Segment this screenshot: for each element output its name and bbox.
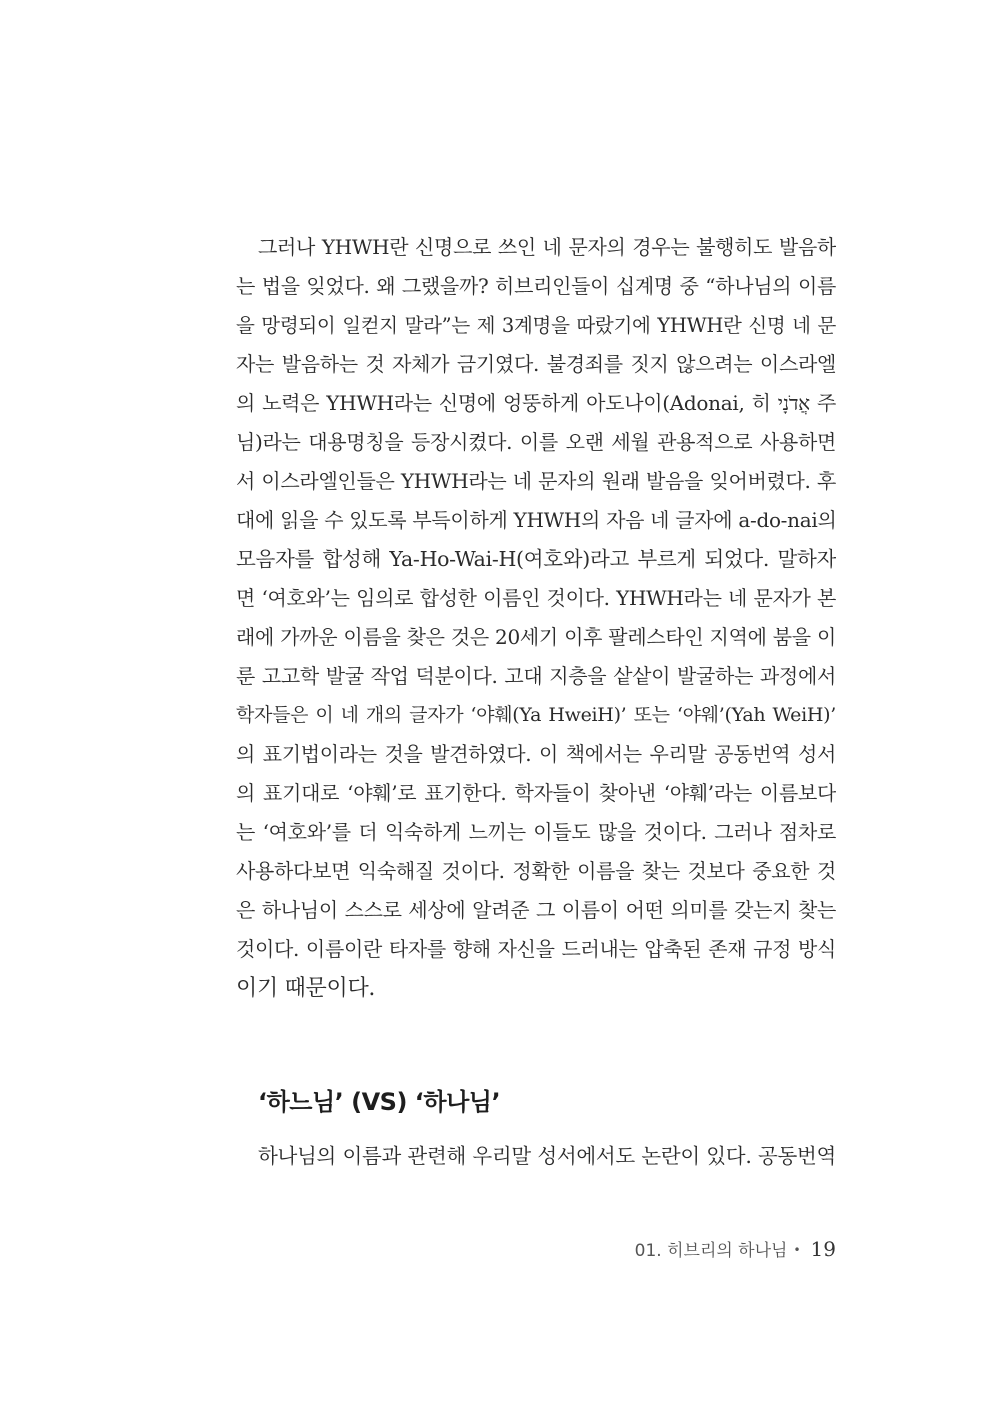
running-footer [635,1236,836,1261]
text-line: 하나님의 이름과 관련해 우리말 성서에서도 논란이 있다. 공동번역 [258,1144,836,1168]
text-line: 의 표기법이라는 것을 발견하였다. 이 책에서는 우리말 공동번역 성서 [236,742,836,766]
footer-separator: • [793,1243,801,1257]
text-line: 자는 발음하는 것 자체가 금기였다. 불경죄를 짓지 않으려는 이스라엘 [236,352,836,376]
text-line: 이기 때문이다. [236,976,376,1001]
text-line: 래에 가까운 이름을 찾은 것은 20세기 이후 팔레스타인 지역에 붐을 이 [236,625,836,649]
text-line: 님)라는 대용명칭을 등장시켰다. 이를 오랜 세월 관용적으로 사용하면 [236,430,836,454]
page-number: 19 [810,1237,836,1261]
text-line: 모음자를 합성해 Ya-Ho-Wai-H(여호와)라고 부르게 되었다. 말하자 [236,547,836,571]
paragraph-1 [236,228,836,1008]
text-line: 사용하다보면 익숙해질 것이다. 정확한 이름을 찾는 것보다 중요한 것 [236,859,836,883]
text-line: 그러나 YHWH란 신명으로 쓰인 네 문자의 경우는 불행히도 발음하 [258,235,836,259]
text-line: 을 망령되이 일컫지 말라”는 제 3계명을 따랐기에 YHWH란 신명 네 문 [236,314,836,337]
text-line: 는 ‘여호와’를 더 익숙하게 느끼는 이들도 많을 것이다. 그러나 점차로 [236,820,836,844]
text-line: 룬 고고학 발굴 작업 덕분이다. 고대 지층을 샅샅이 발굴하는 과정에서 [236,664,836,688]
text-line: 의 표기대로 ‘야훼’로 표기한다. 학자들이 찾아낸 ‘야훼’라는 이름보다 [236,781,836,805]
text-line: 대에 읽을 수 있도록 부득이하게 YHWH의 자음 네 글자에 a-do-nai의 [236,508,836,532]
footer-section-title: 01. 히브리의 하나님 [634,1241,788,1261]
text-line: 면 ‘여호와’는 임의로 합성한 이름인 것이다. YHWH라는 네 문자가 본 [236,586,836,610]
text-line: 의 노력은 YHWH라는 신명에 엉뚱하게 아도나이(Adonai, 히 אֲדֹנָי 주 [236,391,836,415]
text-line: 은 하나님이 스스로 세상에 알려준 그 이름이 어떤 의미를 갖는지 찾는 [236,898,836,922]
text-line: 것이다. 이름이란 타자를 향해 자신을 드러내는 압축된 존재 규정 방식 [236,937,836,961]
text-line: 서 이스라엘인들은 YHWH라는 네 문자의 원래 발음을 잊어버렸다. 후 [236,469,836,493]
paragraph-2 [236,1137,836,1176]
text-line: 학자들은 이 네 개의 글자가 ‘야훼(Ya HweiH)’ 또는 ‘야웨’(Yah WeiH)’ [236,704,836,726]
section-heading: ‘하느님’ (VS) ‘하나님’ [258,1088,501,1116]
text-line: 는 법을 잊었다. 왜 그랬을까? 히브리인들이 십계명 중 “하나님의 이름 [236,274,836,298]
